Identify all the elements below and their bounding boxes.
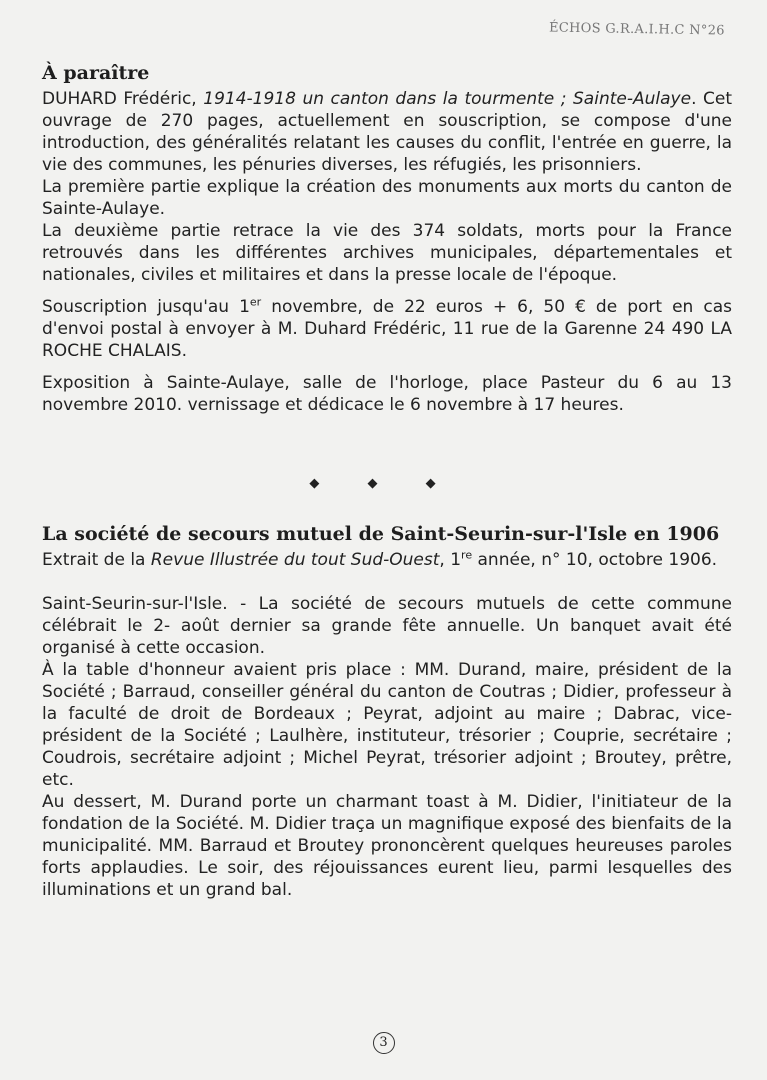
- subscription-text-b: novembre, de 22 euros + 6, 50 € de port en cas d'envoi postal à envoyer à M. Duhard Frédéric, 11 rue de la Garenne 24 490 LA ROCHE CHALAIS.: [42, 297, 732, 361]
- source-text-b: , 1: [439, 550, 462, 570]
- journal-stamp: ÉCHOS G.R.A.I.H.C N°26: [549, 20, 726, 39]
- article-paragraph-1: Saint-Seurin-sur-l'Isle. - La société de secours mutuels de cette commune célébrait le 2- août dernier sa grande fête annuelle. Un banquet avait été organisé à cette occasion.: [42, 594, 732, 658]
- exhibition-paragraph: Exposition à Sainte-Aulaye, salle de l'horloge, place Pasteur du 6 au 13 novembre 2010. vernissage et dédicace le 6 novembre à 17 heures.: [42, 373, 732, 415]
- article-section: [42, 523, 732, 901]
- source-superscript: re: [461, 548, 473, 562]
- section-separator: ◆ ◆ ◆: [309, 476, 458, 491]
- announcement-heading: À paraître: [42, 62, 150, 84]
- announcement-paragraph-1: [42, 88, 732, 176]
- announcement-paragraph-2: La première partie explique la création des monuments aux morts du canton de Sainte-Aulaye.: [42, 177, 732, 219]
- article-heading: La société de secours mutuel de Saint-Seurin-sur-l'Isle en 1906: [42, 523, 720, 545]
- subscription-paragraph: [42, 296, 732, 362]
- source-text-c: année, n° 10, octobre 1906.: [472, 550, 718, 570]
- announcement-paragraph-3: La deuxième partie retrace la vie des 374 soldats, morts pour la France retrouvés dans les différentes archives municipales, départementales et nationales, civiles et militaires et dans la presse locale de l'époque.: [42, 221, 732, 285]
- book-description: . Cet ouvrage de 270 pages, actuellement en souscription, se compose d'une introduction, des généralités relatant les causes du conflit, l'entrée en guerre, la vie des communes, les pénuries diverses, les réfugiés, les prisonniers.: [42, 89, 732, 175]
- page-number-circle: 3: [373, 1032, 395, 1054]
- source-text-a: Extrait de la: [42, 550, 151, 570]
- announcement-section: [42, 62, 732, 416]
- subscription-text-a: Souscription jusqu'au 1: [42, 297, 250, 317]
- author-name: DUHARD Frédéric,: [42, 89, 204, 109]
- page-number: [0, 1031, 767, 1054]
- source-title: Revue Illustrée du tout Sud-Ouest: [150, 550, 440, 570]
- ordinal-superscript: er: [249, 295, 262, 309]
- book-title: 1914-1918 un canton dans la tourmente ; Sainte-Aulaye: [203, 89, 692, 109]
- article-paragraph-3: Au dessert, M. Durand porte un charmant toast à M. Didier, l'initiateur de la fondation de la Société. M. Didier traça un magnifique exposé des bienfaits de la municipalité. MM. Barraud et Broutey prononcèrent quelques heureuses paroles forts applaudies. Le soir, des réjouissances eurent lieu, parmi lesquelles des illuminations et un grand bal.: [42, 792, 732, 900]
- article-paragraph-2: À la table d'honneur avaient pris place : MM. Durand, maire, président de la Société ; Barraud, conseiller général du canton de Coutras ; Didier, professeur à la faculté de droit de Bordeaux ; Peyrat, adjoint au maire ; Dabrac, vice-président de la Société ; Laulhère, instituteur, trésorier ; Couprie, secrétaire ; Coudrois, secrétaire adjoint ; Michel Peyrat, trésorier adjoint ; Broutey, prêtre, etc.: [42, 660, 732, 790]
- article-source: [42, 549, 732, 571]
